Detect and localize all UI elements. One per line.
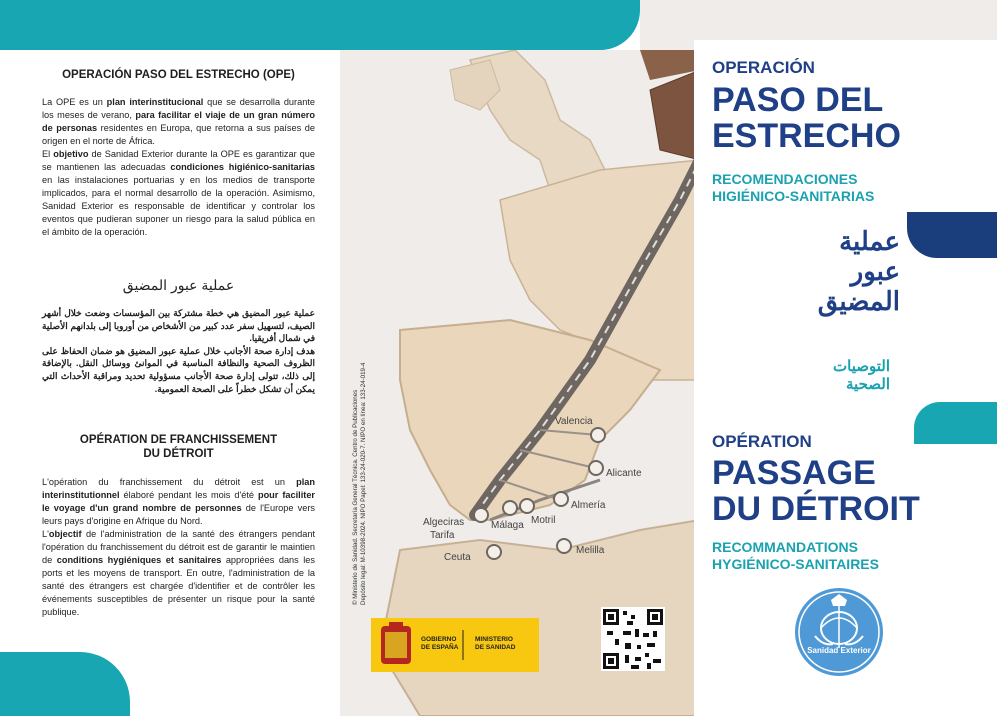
city-label-almeria: Almería [571,500,606,511]
government-logo [371,618,539,672]
top-teal-banner [0,0,640,50]
fr-operation-label: OPÉRATION [712,432,812,451]
sanidad-exterior-badge [793,586,885,678]
city-label-valencia: Valencia [555,416,593,427]
imprint-line-1: © Ministerio de Sanidad. Secretaría General Técnica. Centro de Publicaciones [352,389,359,605]
city-label-algeciras: Algeciras [423,517,465,528]
fr-main-title: PASSAGE DU DÉTROIT [712,454,920,528]
city-label-ceuta: Ceuta [444,552,471,563]
qr-code[interactable] [601,607,665,671]
imprint-line-2: Depósito legal: M-10398-2024. NIPO Papel: 133-24-020-7. NIPO en línea: 133-24-019-4 [360,362,367,605]
city-label-tarifa: Tarifa [430,530,455,541]
arabic-subtitle: التوصيات الصحية [833,358,890,393]
arabic-paragraphs [42,307,315,395]
city-label-melilla: Melilla [576,545,605,556]
map-background-top [640,0,700,50]
es-main-title: PASO DEL ESTRECHO [712,81,901,155]
navy-accent-shape [907,212,997,258]
arabic-section [42,277,315,294]
ministry-label: MINISTERIO DE SANIDAD [475,636,516,651]
bottom-teal-shape [0,652,130,716]
city-label-motril: Motril [531,515,556,526]
arabic-paragraph-2: هدف إدارة صحة الأجانب خلال عملية عبور المضيق هو ضمان الحفاظ على الظروف الصحية والنظافة المناسبة في الموانئ ووسائل النقل. بالإضافة إلى ذلك، تتولى إدارة صحة الأجانب مسؤولية تحديد ومراقبة الأحداث التي يمكن أن تشكل خطراً على الصحة العمومية. [42,345,315,394]
badge-label: Sanidad Exterior [807,646,871,655]
es-subtitle: RECOMENDACIONES HIGIÉNICO-SANITARIAS [712,171,875,204]
french-paragraphs: L'opération du franchissement du détroit est un plan interinstitutionnel élaboré pendant les mois d'été pour faciliter le voyage d'un grand nombre de personnes de l'Europe vers leurs pays d'origine en Afrique du Nord. L'objectif de l'administration de la santé des étrangers pendant l'opération du franchissement du détroit est de garantir le maintien de conditions hygiéniques et sanitaires appropriées dans les ports et les moyens de transport. En outre, l'administration de la santé des étrangers est chargée d'identifier et de contrôler les événements susceptibles de présenter un risque pour la santé publique. [42,477,316,617]
french-section [42,433,315,461]
ope-title: OPERACIÓN PASO DEL ESTRECHO (OPE) [62,69,295,81]
gov-label: GOBIERNO DE ESPAÑA [421,636,459,651]
ope-paragraph-1: La OPE es un plan interinstitucional que se desarrolla durante los meses de verano, para facilitar el viaje de un gran número de personas residentes en Europa, que retorna a sus países de origen en el norte de África. El objetivo de Sanidad Exterior durante la OPE es garantizar que se mantienen las adecuadas condiciones higiénico-sanitarias en las instalaciones portuarias y en los medios de transporte implicados, para el normal desarrollo de la operación. Asimismo, Sanidad Exterior es responsable de identificar y controlar los eventos que pudieran suponer un riesgo para la salud pública en el ámbito de la operación. [42,97,315,237]
legal-imprint [352,245,382,605]
french-title-line-1: OPÉRATION DE FRANCHISSEMENT [79,434,278,446]
city-label-malaga: Málaga [491,520,524,531]
arabic-main-title: عملية عبور المضيق [817,226,900,316]
sanidad-exterior-emblem-icon [793,586,885,678]
city-label-alicante: Alicante [606,468,642,479]
french-title-line-2: DU DÉTROIT [143,448,214,460]
map-background-top-right [700,0,997,40]
qr-code-icon [601,607,665,671]
teal-accent-shape [914,402,997,444]
fr-subtitle: RECOMMANDATIONS HYGIÉNICO-SANITAIRES [712,539,879,572]
ope-section [42,68,315,82]
arabic-title: عملية عبور المضيق [122,277,235,293]
es-operation-label: OPERACIÓN [712,58,815,77]
arabic-paragraph-1: عملية عبور المضيق هي خطة مشتركة بين المؤسسات وضعت خلال أشهر الصيف، لتسهيل سفر عدد كبير من الأشخاص من أوروبا إلى بلدانهم الأصلية في شمال أفريقيا. [42,308,315,344]
